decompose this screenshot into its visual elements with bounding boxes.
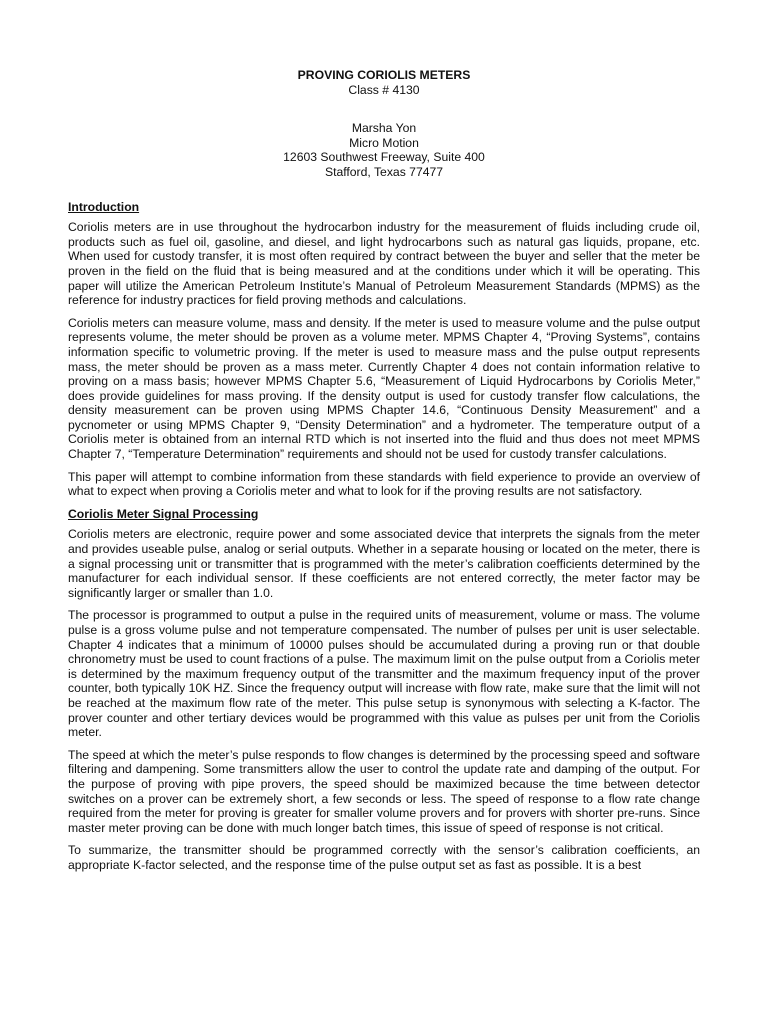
class-number: Class # 4130: [348, 82, 420, 97]
intro-paragraph-1: Coriolis meters are in use throughout the hydrocarbon industry for the measurement of fluids including crude oil, products such as fuel oil, gasoline, and diesel, and light hydrocarbons such as natural gas liquids, propane, etc. When used for custody transfer, it is most often required by contract between the buyer and seller that the meter be proven in the field on the fluid that is being measured and at the conditions under which it will be operating. This paper will utilize the American Petroleum Institute’s Manual of Petroleum Measurement Standards (MPMS) as the reference for industry practices for field proving methods and calculations.: [68, 220, 700, 308]
signal-paragraph-4: To summarize, the transmitter should be programmed correctly with the sensor’s calibration coefficients, an appropriate K-factor selected, and the response time of the pulse output set as fast as possible. It is a best: [68, 843, 700, 872]
document-header: [68, 68, 700, 180]
address-line-2: Stafford, Texas 77477: [324, 164, 444, 179]
section-heading-signal-processing: Coriolis Meter Signal Processing: [68, 506, 259, 521]
author-name: Marsha Yon: [351, 121, 417, 136]
signal-paragraph-2: The processor is programmed to output a pulse in the required units of measurement, volume or mass. The volume pulse is a gross volume pulse and not temperature compensated. The number of pulses per unit is user selectable. Chapter 4 indicates that a minimum of 10000 pulses should be accumulated during a proving run or that double chronometry must be used to count fractions of a pulse. The maximum limit on the pulse output from a Coriolis meter is determined by the maximum frequency output of the transmitter and the maximum frequency input of the prover counter, both typically 10K HZ. Since the frequency output will increase with flow rate, make sure that the limit will not be reached at the maximum flow rate of the meter. This pulse setup is synonymous with selecting a K-factor. The prover counter and other tertiary devices would be programmed with this value as pulses per unit from the Coriolis meter.: [68, 608, 700, 740]
signal-paragraph-1: Coriolis meters are electronic, require power and some associated device that interprets the signals from the meter and provides useable pulse, analog or serial outputs. Whether in a separate housing or located on the meter, there is a signal processing unit or transmitter that is programmed with the meter’s calibration coefficients determined by the manufacturer for each individual sensor. If these coefficients are not entered correctly, the meter factor may be significantly larger or smaller than 1.0.: [68, 527, 700, 600]
signal-paragraph-3: The speed at which the meter’s pulse responds to flow changes is determined by the processing speed and software filtering and dampening. Some transmitters allow the user to control the update rate and damping of the output. For the purpose of proving with pipe provers, the speed should be maximized because the time between detector switches on a prover can be extremely short, a few seconds or less. The speed of response to a flow rate change required from the meter for proving is greater for smaller volume provers and for provers with shorter pre-runs. Since master meter proving can be done with much longer batch times, this issue of speed of response is not critical.: [68, 747, 700, 835]
company-name: Micro Motion: [349, 135, 419, 150]
section-signal-processing: [68, 507, 700, 873]
address-line-1: 12603 Southwest Freeway, Suite 400: [283, 150, 485, 165]
intro-paragraph-2: Coriolis meters can measure volume, mass and density. If the meter is used to measure volume and the pulse output represents volume, the meter should be proven as a volume meter. MPMS Chapter 4, “Proving Systems”, contains information specific to volumetric proving. If the meter is used to measure mass and the pulse output represents mass, the meter should be proven as a mass meter. Currently Chapter 4 does not contain information relative to proving on a mass basis; however MPMS Chapter 5.6, “Measurement of Liquid Hydrocarbons by Coriolis Meter,” does provide guidelines for mass proving. If the density output is used for custody transfer flow calculations, the density measurement can be proven using MPMS Chapter 14.6, “Continuous Density Measurement” and a pycnometer or using MPMS Chapter 9, “Density Determination” and a hydrometer. The temperature output of a Coriolis meter is obtained from an internal RTD which is not inserted into the fluid and thus does not meet MPMS Chapter 7, “Temperature Determination” requirements and should not be used for custody transfer calculations.: [68, 315, 700, 462]
section-heading-introduction: Introduction: [68, 199, 140, 214]
intro-paragraph-3: This paper will attempt to combine information from these standards with field experience to provide an overview of what to expect when proving a Coriolis meter and what to look for if the proving results are not satisfactory.: [68, 469, 700, 499]
document-page: [68, 68, 700, 881]
section-introduction: [68, 200, 700, 499]
document-title: PROVING CORIOLIS METERS: [297, 68, 471, 82]
